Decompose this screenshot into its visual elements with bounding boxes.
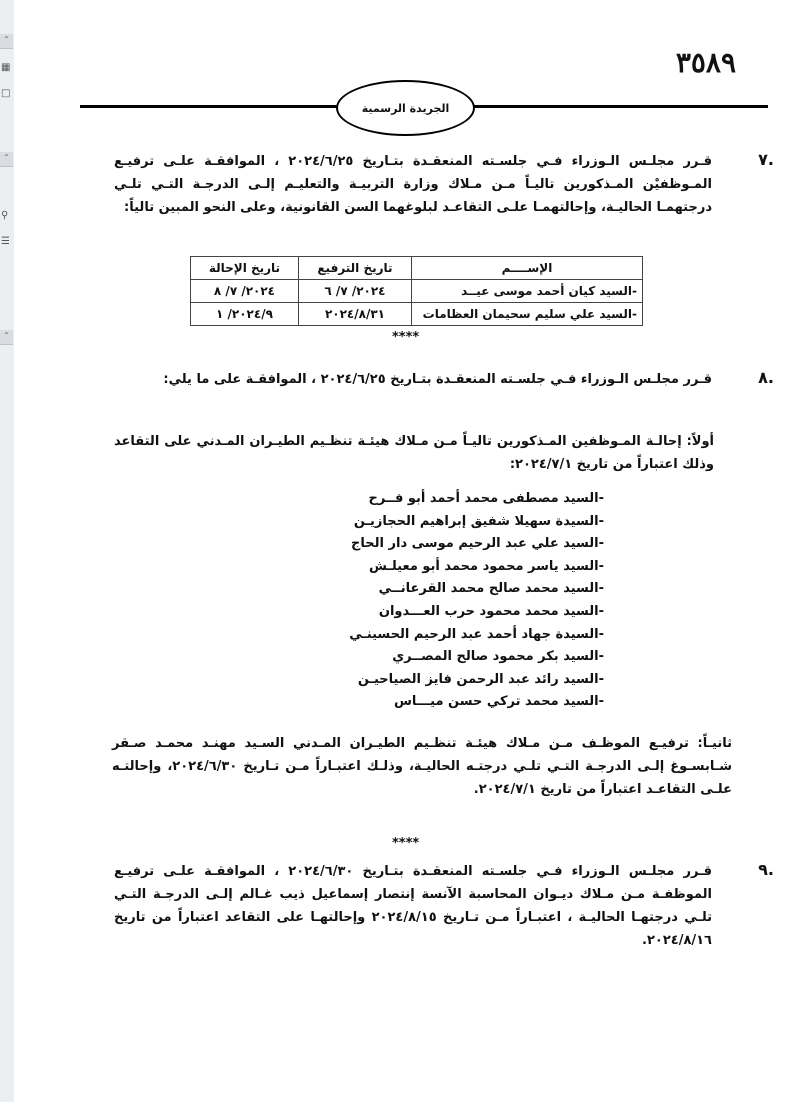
list-item: -السيد محمد صالح محمد القرعانــي <box>378 581 604 597</box>
header-ellipse <box>336 80 475 136</box>
list-icon[interactable]: ☰ <box>1 236 10 247</box>
thumbnails-icon[interactable]: ▦ <box>1 62 11 73</box>
separator-stars-1: **** <box>392 330 420 345</box>
list-item: -السيد علي عبد الرحيم موسى دار الحاج <box>351 536 604 552</box>
decision-8-number: ٨. <box>758 368 774 387</box>
decision-9-number: ٩. <box>758 860 774 879</box>
promotion-table <box>190 256 643 326</box>
col-name-header: الإســــم <box>412 257 643 280</box>
separator-stars-2: **** <box>392 836 420 851</box>
decision-8-intro: قـرر مجلـس الـوزراء فـي جلسـته المنعقـدة بتـاريخ ٢٠٢٤/٦/٢٥ ، الموافقـة على ما يلي: <box>163 372 712 387</box>
table-cell-name: -السيد علي سليم سحيمان العظامات <box>412 303 643 326</box>
list-item: -السيد مصطفى محمد أحمد أبو فــرح <box>368 491 604 506</box>
decision-7-text: قـرر مجلـس الـوزراء فـي جلسـته المنعقـدة بتـاريخ ٢٠٢٤/٦/٢٥ ، الموافقـة علـى ترفيـع المـوظفيْن المـذكورين تاليـاً مـن مـلاك وزارة التربيـة والتعليـم إلـى الدرجـة التـي تلـي درجتهمـا الحاليـة، وإحالتهمـا علـى التقاعـد لبلوغهما السن القانونية، وعلى النحو المبين تالياً: <box>114 154 712 215</box>
decision-8-first-clause: أولاً: إحالـة المـوظفين المـذكورين تاليـاً مـن مـلاك هيئـة تنظـيم الطيـران المـدني على التقاعد وذلك اعتباراً من تاريخ ٢٠٢٤/٧/١: <box>114 434 714 472</box>
list-item: -السيد محمد تركي حسن ميـــاس <box>393 694 604 710</box>
table-cell-retirement-date: ٢٠٢٤/٩/ ١ <box>191 303 299 326</box>
table-cell-promotion-date: ٢٠٢٤/٨/٣١ <box>298 303 411 326</box>
document-page <box>14 0 800 1102</box>
table-cell-name: -السيد كيان أحمد موسى عيــد <box>412 280 643 303</box>
col-promotion-date-header: تاريخ الترفيع <box>298 257 411 280</box>
collapse-up-button-3[interactable]: ⌃ <box>0 330 13 345</box>
list-item: -السيد رائد عبد الرحمن فايز الصياحيـن <box>357 671 604 687</box>
decision-7-number: ٧. <box>758 150 774 169</box>
list-item: -السيد ياسر محمود محمد أبو معيلـش <box>369 558 604 574</box>
table-cell-retirement-date: ٢٠٢٤/ ٧/ ٨ <box>191 280 299 303</box>
search-icon[interactable]: ⚲ <box>1 210 9 221</box>
bookmark-icon[interactable]: □ <box>1 88 11 99</box>
list-item: -السيدة جهاد أحمد عبد الرحيم الحسينـي <box>349 626 604 642</box>
viewer-sidebar <box>0 0 15 1102</box>
col-retirement-date-header: تاريخ الإحالة <box>191 257 299 280</box>
collapse-up-button-2[interactable]: ⌃ <box>0 152 13 167</box>
table-row <box>191 280 643 303</box>
page-number: ٣٥٨٩ <box>675 46 736 79</box>
list-item: -السيد بكر محمود صالح المصــري <box>392 649 604 665</box>
table-cell-promotion-date: ٢٠٢٤/ ٧/ ٦ <box>298 280 411 303</box>
list-item: -السيد محمد محمود حرب العـــدوان <box>378 603 604 619</box>
retirees-list <box>349 488 604 714</box>
list-item: -السيدة سهيلا شفيق إبراهيم الحجازيـن <box>353 513 604 529</box>
decision-8-second-clause: ثانيـاً: ترفيـع الموظـف مـن مـلاك هيئـة تنظـيم الطيـران المـدني السـيد مهنـد محمـد صـقر شـابسـوغ إلـى الدرجـة التـي تلـي درجتـه الحاليـة، وذلـك اعتبـاراً مـن تـاريخ ٢٠٢٤/٦/٣٠، وإحالتـه علـى التقاعـد اعتباراً من تاريخ ٢٠٢٤/٧/١. <box>112 736 732 797</box>
table-header-row <box>191 257 643 280</box>
decision-9-text: قـرر مجلـس الـوزراء فـي جلسـته المنعقـدة بتـاريخ ٢٠٢٤/٦/٣٠ ، الموافقـة علـى ترفيـع الموظفـة مـن مـلاك ديـوان المحاسبة الآنسة إنتصار إسماعيل ذيب غـالم إلـى الدرجـة التـي تلـي درجتهـا الحاليـة ، اعتبـاراً مـن تـاريخ ٢٠٢٤/٨/١٥ وإحالتهـا على التقاعد اعتباراً من تاريخ ٢٠٢٤/٨/١٦. <box>114 864 713 948</box>
table-row <box>191 303 643 326</box>
header-label: الجريدة الرسمية <box>361 101 450 115</box>
collapse-up-button[interactable]: ⌃ <box>0 34 13 49</box>
